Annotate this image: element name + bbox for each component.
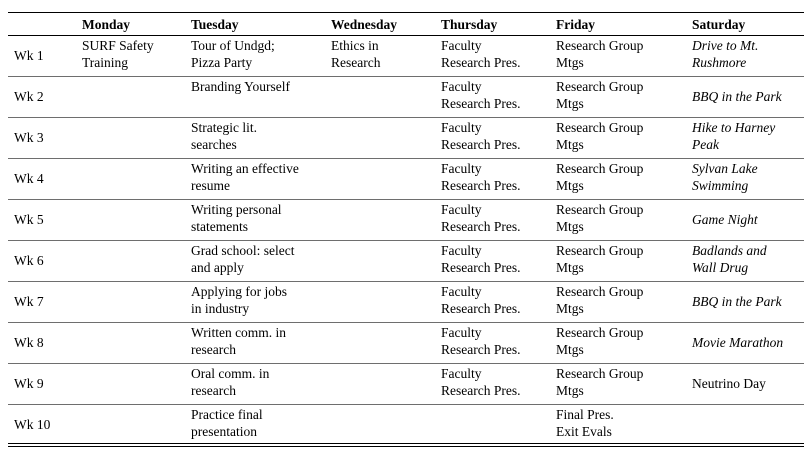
cell-friday — [550, 118, 686, 159]
cell-line: Faculty — [441, 325, 482, 340]
cell-friday — [550, 323, 686, 364]
week-label: Wk 3 — [8, 118, 76, 159]
cell-line: Research Group — [556, 284, 644, 299]
cell-line: Research Pres. — [441, 383, 521, 398]
cell-tuesday — [185, 159, 325, 200]
cell-line: Research Pres. — [441, 178, 521, 193]
cell-saturday — [686, 36, 804, 77]
cell-line: Oral comm. in — [191, 366, 270, 381]
cell-line: Swimming — [692, 178, 749, 193]
cell-line: presentation — [191, 424, 257, 439]
cell-tuesday — [185, 364, 325, 405]
cell-line: searches — [191, 137, 237, 152]
cell-line: Branding Yourself — [191, 79, 291, 94]
cell-line: in industry — [191, 301, 250, 316]
cell-line: Applying for jobs — [191, 284, 287, 299]
header-tuesday: Tuesday — [185, 13, 325, 36]
cell-line: Neutrino Day — [692, 376, 766, 391]
cell-line: Written comm. in — [191, 325, 287, 340]
cell-tuesday — [185, 323, 325, 364]
table-row — [8, 77, 804, 118]
cell-line: Research Group — [556, 202, 644, 217]
header-wednesday: Wednesday — [325, 13, 435, 36]
cell-friday — [550, 77, 686, 118]
week-label: Wk 9 — [8, 364, 76, 405]
cell-line: Training — [82, 55, 129, 70]
header-row — [8, 13, 804, 36]
week-label: Wk 1 — [14, 48, 44, 63]
cell-wednesday — [325, 405, 435, 446]
bottom-rule — [8, 443, 804, 444]
cell-line: Final Pres. — [556, 407, 614, 422]
cell-monday — [76, 159, 185, 200]
cell-saturday — [686, 118, 804, 159]
cell-wednesday — [325, 159, 435, 200]
cell-line: Research Group — [556, 325, 644, 340]
header-week — [8, 13, 76, 36]
cell-line: Research Pres. — [441, 301, 521, 316]
cell-line: Research Pres. — [441, 55, 521, 70]
cell-line: statements — [191, 219, 248, 234]
cell-saturday — [686, 282, 804, 323]
cell-monday — [76, 118, 185, 159]
cell-line: Research Group — [556, 366, 644, 381]
schedule-table — [8, 12, 804, 445]
cell-line: Writing an effective — [191, 161, 299, 176]
cell-tuesday — [185, 282, 325, 323]
cell-monday — [76, 200, 185, 241]
cell-wednesday — [325, 77, 435, 118]
cell-line: Research Pres. — [441, 96, 521, 111]
cell-monday — [76, 323, 185, 364]
header-monday: Monday — [76, 13, 185, 36]
cell-line: Mtgs — [556, 219, 584, 234]
cell-line: Drive to Mt. — [692, 38, 759, 53]
cell-saturday — [686, 241, 804, 282]
cell-friday — [550, 200, 686, 241]
cell-thursday — [435, 364, 550, 405]
week-label: Wk 10 — [8, 405, 76, 446]
cell-line: Movie Marathon — [692, 335, 784, 350]
cell-line: Mtgs — [556, 383, 584, 398]
cell-wednesday — [325, 282, 435, 323]
cell-line: Game Night — [692, 212, 758, 227]
cell-tuesday — [185, 241, 325, 282]
cell-wednesday — [325, 364, 435, 405]
week-label: Wk 4 — [8, 159, 76, 200]
cell-line: Research Group — [556, 243, 644, 258]
cell-thursday — [435, 118, 550, 159]
table-row — [8, 323, 804, 364]
cell-wednesday — [325, 323, 435, 364]
week-label: Wk 5 — [8, 200, 76, 241]
cell-friday — [550, 364, 686, 405]
cell-wednesday — [325, 36, 435, 77]
cell-line: research — [191, 342, 236, 357]
cell-line: Badlands and — [692, 243, 767, 258]
cell-line: Writing personal — [191, 202, 282, 217]
cell-tuesday — [185, 405, 325, 446]
cell-monday — [76, 405, 185, 446]
cell-thursday — [435, 405, 550, 446]
cell-line: Faculty — [441, 202, 482, 217]
cell-line: Research Pres. — [441, 260, 521, 275]
cell-line: research — [191, 383, 236, 398]
cell-wednesday — [325, 241, 435, 282]
cell-line: Mtgs — [556, 342, 584, 357]
table-row — [8, 36, 804, 77]
schedule-body — [8, 36, 804, 446]
cell-tuesday — [185, 200, 325, 241]
table-row — [8, 159, 804, 200]
cell-line: Exit Evals — [556, 424, 612, 439]
cell-line: Tour of Undgd; — [191, 38, 275, 53]
cell-line: Hike to Harney — [692, 120, 776, 135]
week-label: Wk 2 — [8, 77, 76, 118]
cell-line: Wall Drug — [692, 260, 749, 275]
table-row — [8, 405, 804, 446]
cell-wednesday — [325, 200, 435, 241]
cell-friday — [550, 405, 686, 446]
cell-line: Strategic lit. — [191, 120, 257, 135]
cell-tuesday — [185, 36, 325, 77]
header-friday: Friday — [550, 13, 686, 36]
cell-line: Faculty — [441, 120, 482, 135]
header-thursday: Thursday — [435, 13, 550, 36]
cell-thursday — [435, 77, 550, 118]
cell-line: Rushmore — [692, 55, 747, 70]
cell-line: Mtgs — [556, 301, 584, 316]
cell-thursday — [435, 200, 550, 241]
cell-friday — [550, 241, 686, 282]
cell-line: Research Pres. — [441, 342, 521, 357]
cell-line: Faculty — [441, 79, 482, 94]
week-label: Wk 6 — [8, 241, 76, 282]
cell-line: Sylvan Lake — [692, 161, 758, 176]
cell-line: Mtgs — [556, 260, 584, 275]
cell-line: Research Group — [556, 161, 644, 176]
cell-line: and apply — [191, 260, 244, 275]
table-row — [8, 118, 804, 159]
cell-line: BBQ in the Park — [692, 89, 782, 104]
cell-line: Research Group — [556, 120, 644, 135]
table-row — [8, 364, 804, 405]
table-row — [8, 282, 804, 323]
cell-line: Mtgs — [556, 96, 584, 111]
cell-line: Grad school: select — [191, 243, 295, 258]
cell-saturday — [686, 77, 804, 118]
cell-line: Research Pres. — [441, 219, 521, 234]
cell-line: Peak — [692, 137, 719, 152]
cell-line: BBQ in the Park — [692, 294, 782, 309]
cell-line: Mtgs — [556, 55, 584, 70]
week-label: Wk 7 — [8, 282, 76, 323]
cell-monday — [76, 282, 185, 323]
cell-line: Research Group — [556, 38, 644, 53]
cell-line: Faculty — [441, 161, 482, 176]
cell-line: SURF Safety — [82, 38, 154, 53]
cell-line: Research Pres. — [441, 137, 521, 152]
cell-line: Practice final — [191, 407, 263, 422]
cell-thursday — [435, 323, 550, 364]
cell-saturday — [686, 364, 804, 405]
week-label: Wk 8 — [8, 323, 76, 364]
cell-line: Ethics in — [331, 38, 379, 53]
cell-saturday — [686, 323, 804, 364]
cell-line: Pizza Party — [191, 55, 253, 70]
header-saturday: Saturday — [686, 13, 804, 36]
cell-line: Mtgs — [556, 137, 584, 152]
cell-wednesday — [325, 118, 435, 159]
cell-line: Faculty — [441, 366, 482, 381]
cell-line: Research Group — [556, 79, 644, 94]
table-row — [8, 200, 804, 241]
bottom-rule-double — [8, 446, 804, 447]
cell-monday — [76, 36, 185, 77]
cell-saturday — [686, 405, 804, 446]
cell-saturday — [686, 200, 804, 241]
cell-friday — [550, 282, 686, 323]
cell-monday — [76, 364, 185, 405]
cell-friday — [550, 36, 686, 77]
cell-saturday — [686, 159, 804, 200]
cell-tuesday — [185, 77, 325, 118]
cell-thursday — [435, 36, 550, 77]
cell-line: Mtgs — [556, 178, 584, 193]
cell-thursday — [435, 282, 550, 323]
cell-monday — [76, 77, 185, 118]
table-row — [8, 241, 804, 282]
cell-monday — [76, 241, 185, 282]
cell-friday — [550, 159, 686, 200]
cell-thursday — [435, 241, 550, 282]
cell-thursday — [435, 159, 550, 200]
cell-tuesday — [185, 118, 325, 159]
cell-line: Research — [331, 55, 381, 70]
cell-line: resume — [191, 178, 230, 193]
cell-line: Faculty — [441, 284, 482, 299]
cell-line: Faculty — [441, 38, 482, 53]
cell-line: Faculty — [441, 243, 482, 258]
